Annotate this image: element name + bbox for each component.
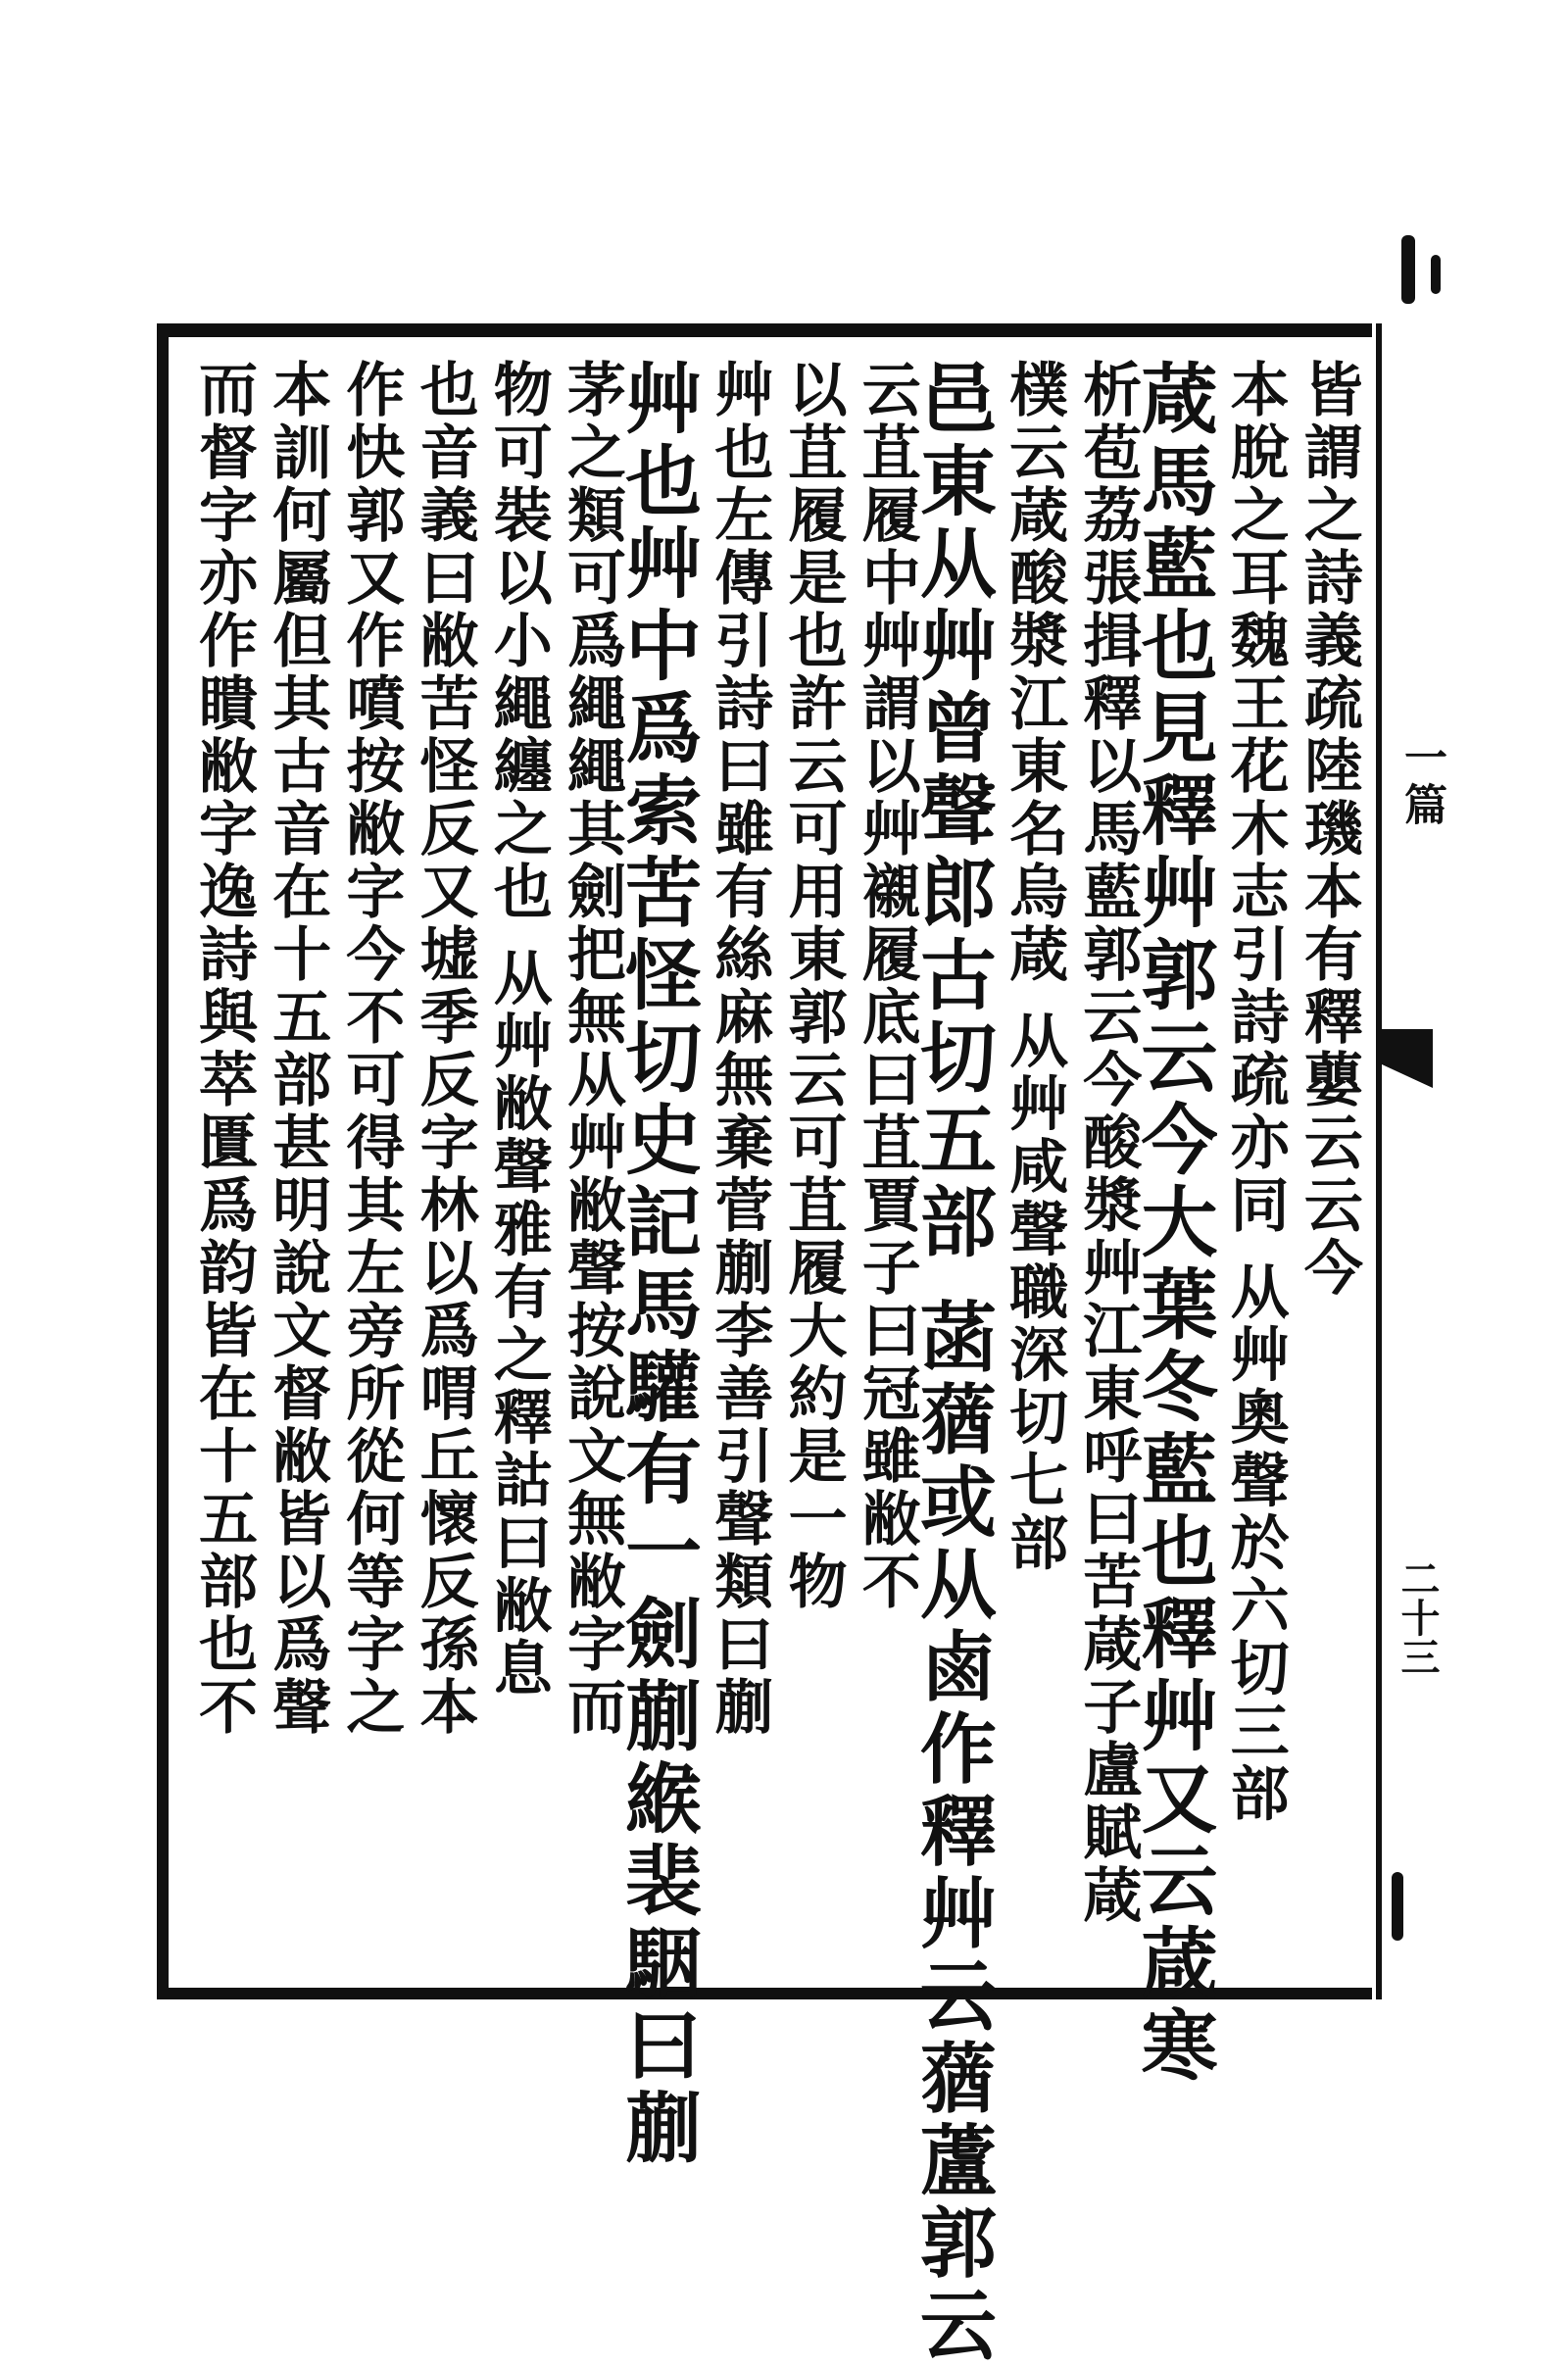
ink-smudge-bottom bbox=[1392, 1872, 1403, 1941]
text-column-1: 皆謂之詩義疏陸璣本有釋蘡云云今 bbox=[1294, 359, 1363, 1300]
text-column-8: 以苴履是也許云可用東郭云可苴履大約是一物 bbox=[778, 359, 848, 1613]
text-frame bbox=[157, 323, 1372, 2367]
text-columns bbox=[188, 359, 1363, 2367]
ink-smudge-top-2 bbox=[1431, 255, 1441, 294]
text-column-4: 析苞荔張揖釋以馬藍郭云今酸漿艸江東呼曰苦葴子盧賦葴 bbox=[1073, 359, 1143, 1927]
gutter-chapter-title: 一篇 bbox=[1396, 735, 1446, 829]
fore-edge-gutter bbox=[1376, 323, 1445, 1999]
text-column-11: 茅之類可爲繩繩其劍把無从艸敝聲按說文無敝字而 bbox=[557, 359, 626, 1739]
text-column-10: 艸也艸中爲索苦怪切史記馬驩有一劍蒯緱裴駰曰蒯 bbox=[612, 359, 703, 2170]
text-column-14: 作快郭又作噴按敝字今不可得其左旁所從何等字之 bbox=[336, 359, 406, 1739]
text-column-9: 艸也左傳引詩曰雖有絲麻無棄菅蒯李善引聲類曰蒯 bbox=[705, 359, 774, 1739]
text-column-13: 也音義曰敝苦怪反又墟季反字林以爲喟丘懷反孫本 bbox=[410, 359, 479, 1739]
ink-smudge-top bbox=[1401, 235, 1415, 304]
gutter-page-number: 二十三 bbox=[1395, 1558, 1441, 1676]
fish-tail-mark bbox=[1382, 1029, 1433, 1088]
text-column-5: 樸云葴酸漿江東名烏葴 从艸咸聲職深切七部 bbox=[1000, 359, 1069, 1575]
text-column-7: 云苴履中艸謂以艸襯履底曰苴賈子曰冠雖敝不 bbox=[852, 359, 921, 1613]
text-column-3: 葴馬藍也見釋艸郭云今大葉冬藍也釋艸又云葴寒 bbox=[1128, 359, 1218, 2088]
text-column-12: 物可裝以小繩纏之也 从艸敝聲雅有之釋詁曰敝息 bbox=[483, 359, 553, 1701]
text-column-16: 而督字亦作瞶敝字逸詩與萃匱爲韵皆在十五部也不 bbox=[189, 359, 258, 1739]
text-column-6: 邑東从艸曾聲郎古切五部 菡蕕或从鹵作釋艸云蕕蘆郭云 bbox=[906, 359, 997, 2367]
text-column-15: 本訓何屬但其古音在十五部甚明說文督敝皆以爲聲 bbox=[263, 359, 332, 1739]
text-column-2: 本脫之耳魏王花木志引詩疏亦同 从艸奧聲於六切三部 bbox=[1220, 359, 1290, 1826]
